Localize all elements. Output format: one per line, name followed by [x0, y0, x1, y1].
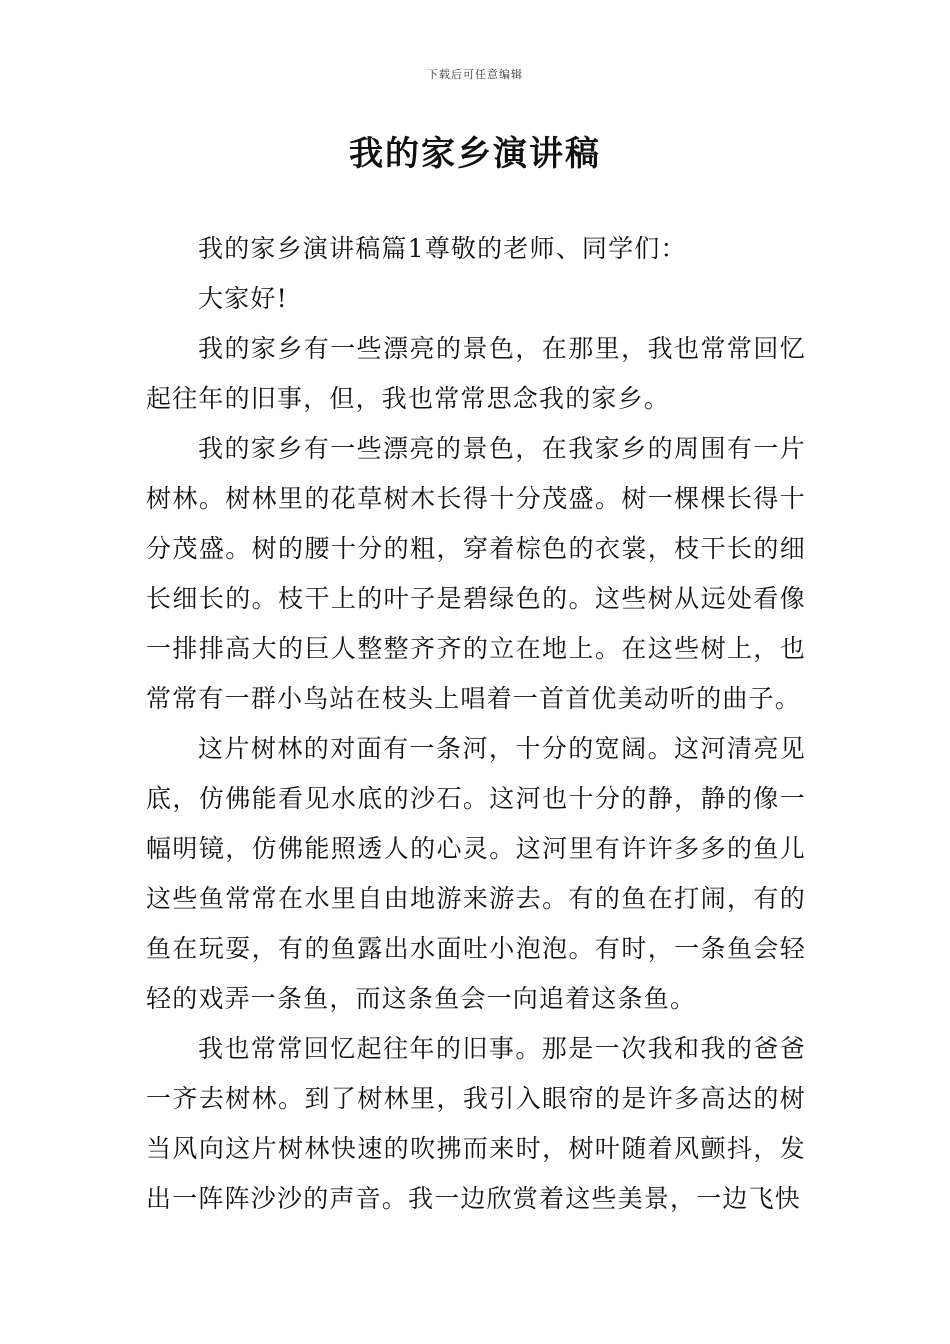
paragraph-forest: 我的家乡有一些漂亮的景色，在我家乡的周围有一片树林。树林里的花草树木长得十分茂盛。树一棵棵长得十分茂盛。树的腰十分的粗，穿着棕色的衣裳，枝干长的细长细长的。枝干上的叶子是碧绿色的。这些树从远处看像一排排高大的巨人整整齐齐的立在地上。在这些树上，也常常有一群小鸟站在枝头上唱着一首首优美动听的曲子。: [146, 434, 806, 713]
header-note: 下载后可任意编辑: [427, 68, 523, 81]
paragraph-greeting: 大家好!: [198, 284, 288, 313]
paragraph-memory: 我也常常回忆起往年的旧事。那是一次我和我的爸爸一齐去树林。到了树林里，我引入眼帘的是许多高达的树当风向这片树林快速的吹拂而来时，树叶随着风颤抖，发出一阵阵沙沙的声音。我一边欣赏着这些美景，一边飞快: [146, 1034, 806, 1213]
paragraph-river: 这片树林的对面有一条河，十分的宽阔。这河清亮见底，仿佛能看见水底的沙石。这河也十分的静，静的像一幅明镜，仿佛能照透人的心灵。这河里有许许多多的鱼儿这些鱼常常在水里自由地游来游去。有的鱼在打闹，有的鱼在玩耍，有的鱼露出水面吐小泡泡。有时，一条鱼会轻轻的戏弄一条鱼，而这条鱼会一向追着这条鱼。: [146, 734, 806, 1013]
document-title: 我的家乡演讲稿: [349, 134, 601, 174]
paragraph-intro: 我的家乡有一些漂亮的景色，在那里，我也常常回忆起往年的旧事，但，我也常常思念我的家乡。: [146, 334, 806, 413]
paragraph-greeting-heading: 我的家乡演讲稿篇1尊敬的老师、同学们：: [198, 234, 687, 263]
document-body: [146, 224, 806, 1224]
